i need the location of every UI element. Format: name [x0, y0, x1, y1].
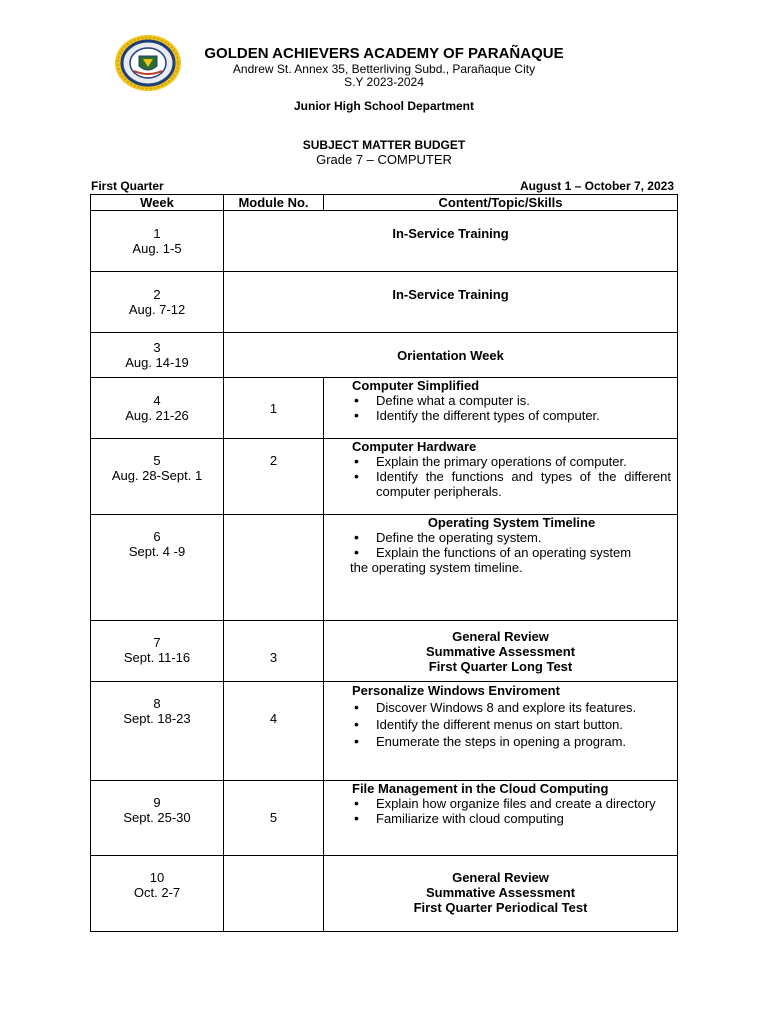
content-cell: General Review Summative Assessment First Quarter Long Test: [324, 621, 678, 682]
list-item: • Explain how organize files and create a directory: [376, 796, 671, 811]
week-cell: 5 Aug. 28-Sept. 1: [91, 439, 224, 515]
table-row: [91, 333, 678, 378]
table-row: [91, 515, 678, 621]
week-cell: 4 Aug. 21-26: [91, 378, 224, 439]
list-item: • Define what a computer is.: [376, 393, 671, 408]
module-cell: 2: [224, 439, 324, 515]
week-cell: 9 Sept. 25-30: [91, 781, 224, 856]
document-subtitle: Grade 7 – COMPUTER: [316, 152, 452, 167]
content-cell: Computer Simplified • Define what a computer is. • Identify the different types of computer.: [324, 378, 678, 439]
list-item: • Identify the functions and types of the different computer peripherals.: [376, 469, 671, 499]
module-cell: 5: [224, 781, 324, 856]
list-item: • Enumerate the steps in opening a program.: [376, 733, 671, 750]
school-address: Andrew St. Annex 35, Betterliving Subd., Parañaque City: [232, 62, 536, 76]
table-header-row: [91, 195, 678, 211]
col-week: Week: [91, 195, 224, 211]
week-cell: 1 Aug. 1-5: [91, 211, 224, 272]
week-cell: 7 Sept. 11-16: [91, 621, 224, 682]
week-cell: 3 Aug. 14-19: [91, 333, 224, 378]
table-row: [91, 378, 678, 439]
content-cell: In-Service Training: [224, 211, 678, 272]
week-cell: 8 Sept. 18-23: [91, 682, 224, 781]
budget-table: [90, 194, 678, 932]
week-cell: 10 Oct. 2-7: [91, 856, 224, 932]
content-cell: Orientation Week: [224, 333, 678, 378]
table-row: [91, 682, 678, 781]
table-row: [91, 272, 678, 333]
content-note: the operating system timeline.: [350, 560, 523, 575]
list-item: • Familiarize with cloud computing: [376, 811, 671, 826]
col-module: Module No.: [224, 195, 324, 211]
content-cell: File Management in the Cloud Computing • Explain how organize files and create a directory • Familiarize with cloud computing: [324, 781, 678, 856]
table-row: [91, 211, 678, 272]
week-cell: 2 Aug. 7-12: [91, 272, 224, 333]
module-cell: [224, 515, 324, 621]
list-item: • Explain the functions of an operating system: [376, 545, 671, 560]
list-item: • Discover Windows 8 and explore its features.: [376, 699, 671, 716]
content-cell: General Review Summative Assessment First Quarter Periodical Test: [324, 856, 678, 932]
table-row: [91, 621, 678, 682]
content-cell: Computer Hardware • Explain the primary operations of computer. • Identify the functions and types of the different computer peripherals.: [324, 439, 678, 515]
content-cell: Personalize Windows Enviroment • Discover Windows 8 and explore its features. • Identify the different menus on start button. • Enumerate the steps in opening a program.: [324, 682, 678, 781]
list-item: • Explain the primary operations of computer.: [376, 454, 671, 469]
list-item: • Identify the different types of computer.: [376, 408, 671, 423]
list-item: • Define the operating system.: [376, 530, 671, 545]
module-cell: 3: [224, 621, 324, 682]
content-cell: Operating System Timeline • Define the operating system. • Explain the functions of an operating system the operating system timeline.: [324, 515, 678, 621]
quarter-label: First Quarter: [91, 179, 164, 193]
module-cell: [224, 856, 324, 932]
list-item: • Identify the different menus on start button.: [376, 716, 671, 733]
table-row: [91, 439, 678, 515]
table-row: [91, 781, 678, 856]
date-range: August 1 – October 7, 2023: [519, 179, 674, 193]
content-cell: In-Service Training: [224, 272, 678, 333]
col-content: Content/Topic/Skills: [324, 195, 678, 211]
module-cell: 1: [224, 378, 324, 439]
table-row: [91, 856, 678, 932]
document-title: SUBJECT MATTER BUDGET: [302, 138, 466, 152]
school-year: S.Y 2023-2024: [344, 75, 424, 89]
week-cell: 6 Sept. 4 -9: [91, 515, 224, 621]
department: Junior High School Department: [293, 99, 474, 113]
module-cell: 4: [224, 682, 324, 781]
school-name: GOLDEN ACHIEVERS ACADEMY OF PARAÑAQUE: [204, 45, 564, 62]
